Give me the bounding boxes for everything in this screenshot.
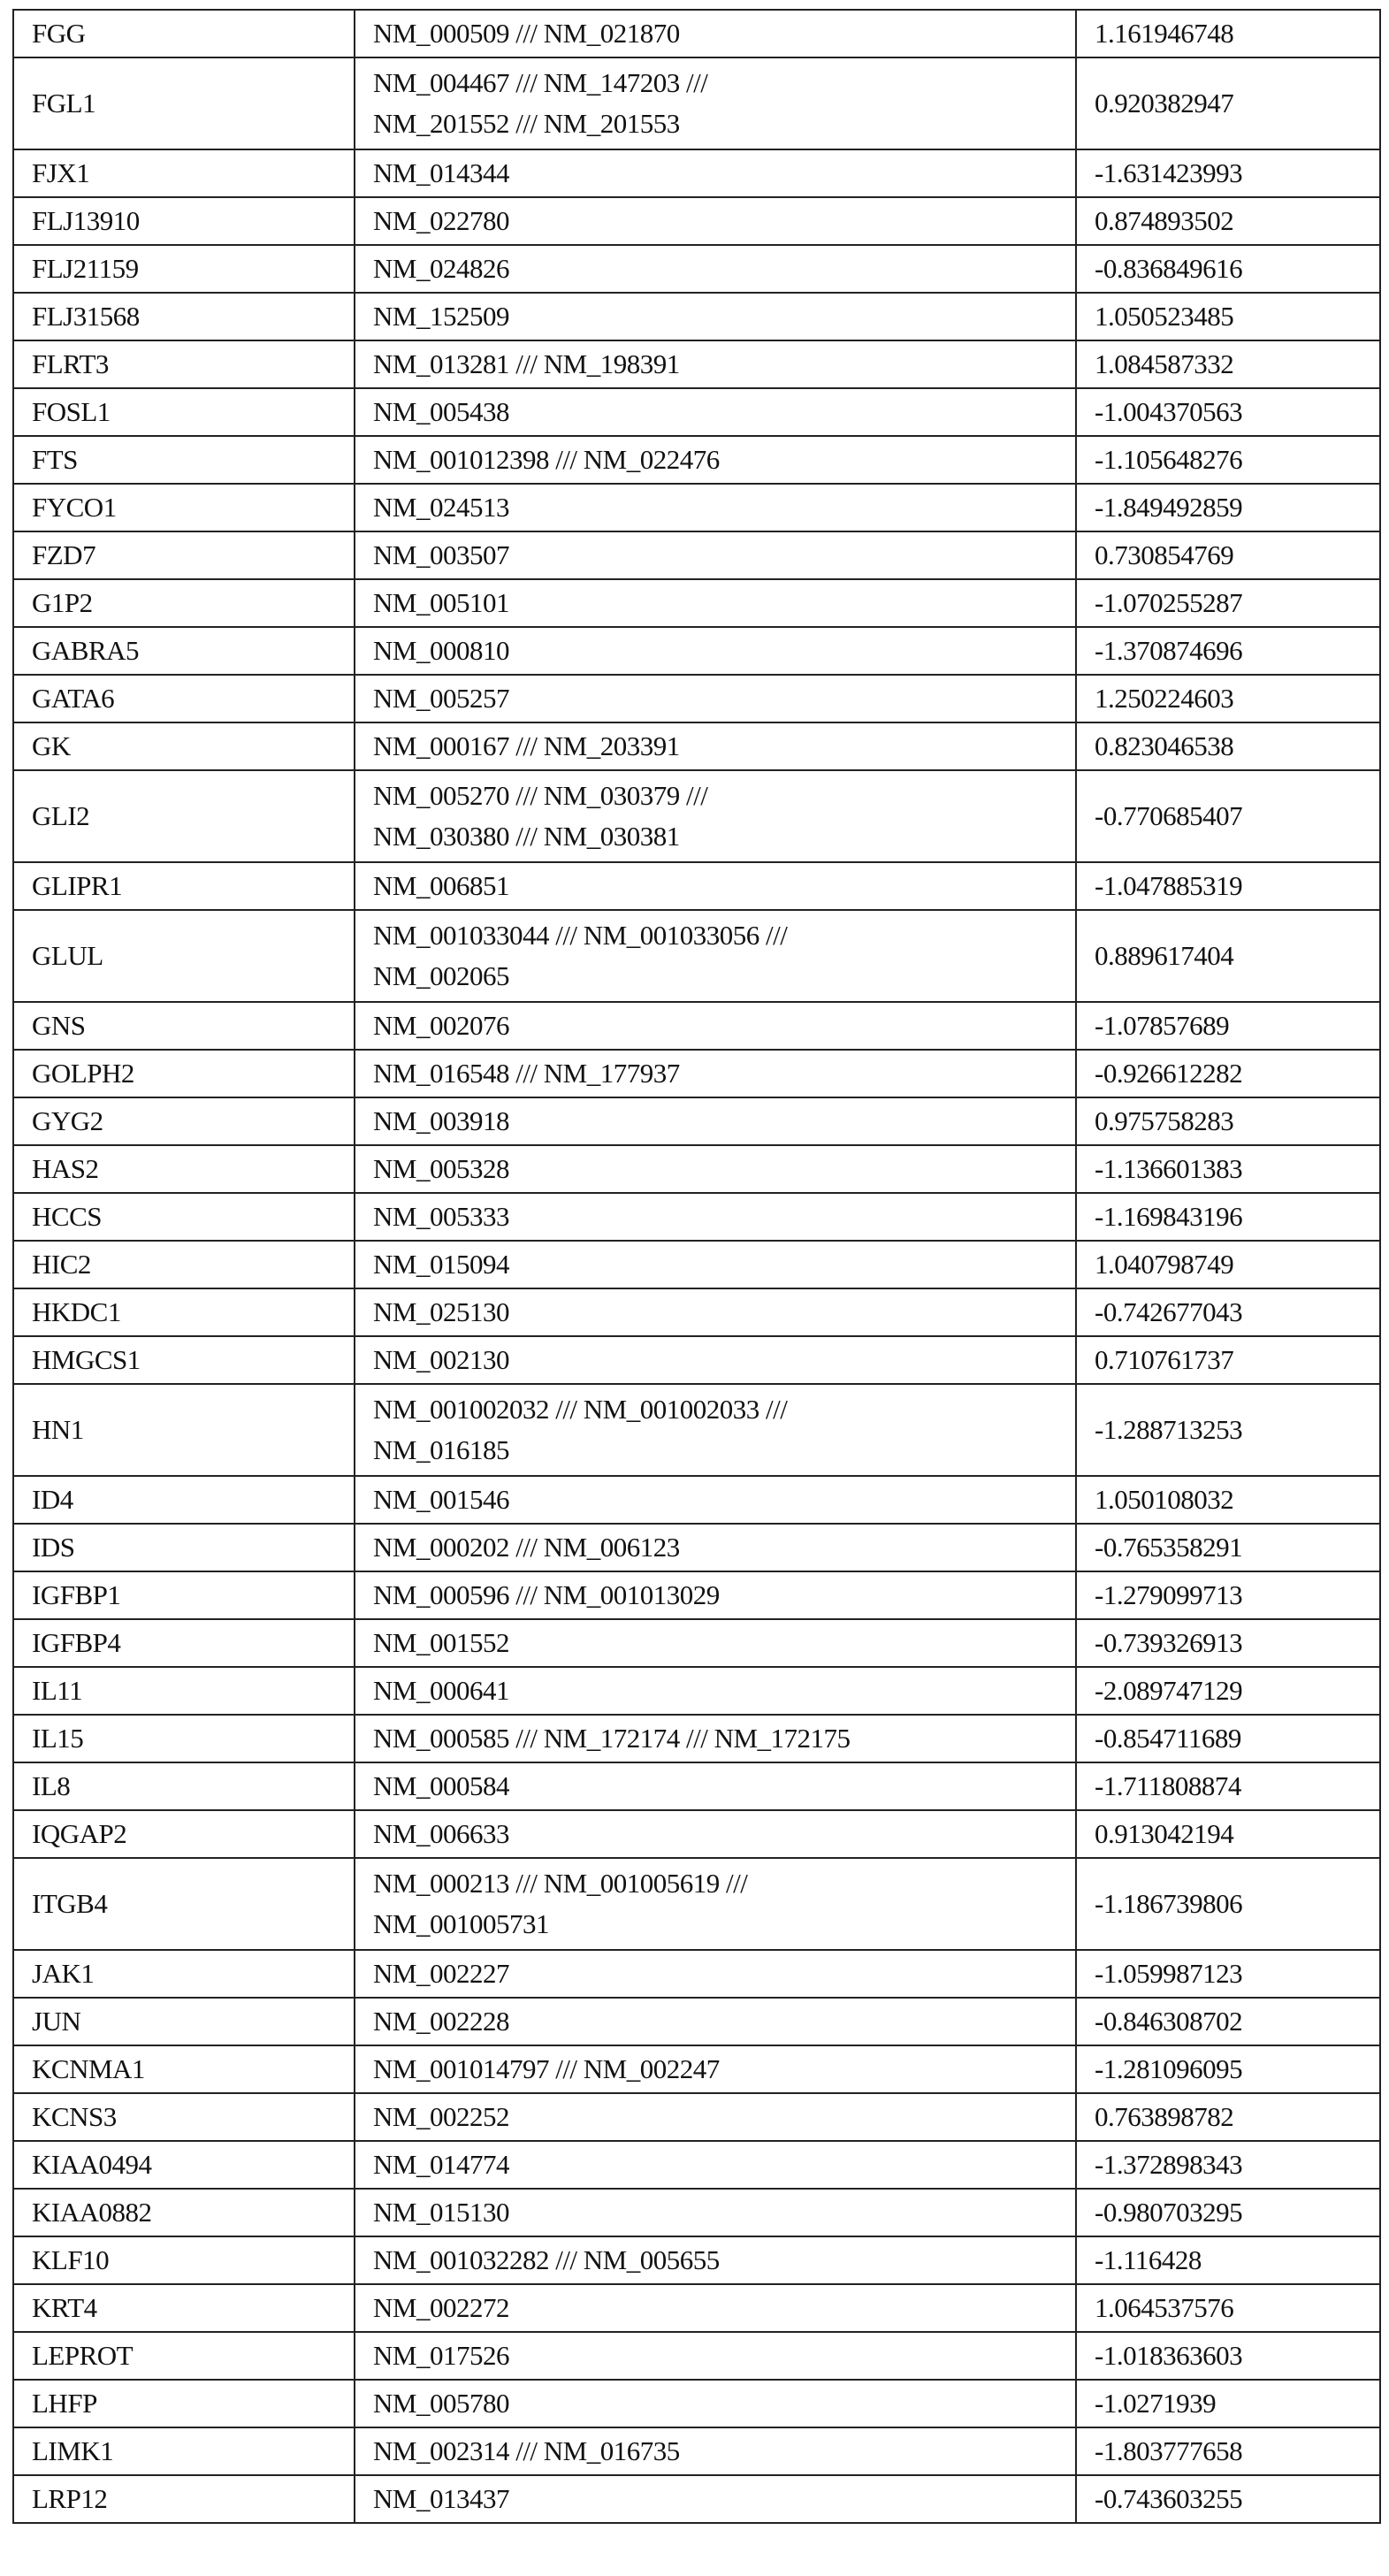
table-body (13, 10, 1380, 2523)
accession-cell (355, 1002, 1076, 1050)
table-row (13, 1050, 1380, 1097)
gene-symbol-cell: IGFBP1 (13, 1571, 355, 1619)
accession-cell (355, 293, 1076, 340)
fold-change-cell: 0.823046538 (1076, 722, 1380, 770)
table-row (13, 675, 1380, 722)
gene-symbol-cell: GABRA5 (13, 627, 355, 675)
fold-change-cell: -1.372898343 (1076, 2141, 1380, 2189)
table-row (13, 1193, 1380, 1241)
accession-line: NM_002228 (373, 2001, 1057, 2042)
table-row (13, 388, 1380, 436)
table-row (13, 2380, 1380, 2427)
fold-change-cell: -1.711808874 (1076, 1762, 1380, 1810)
accession-cell (355, 1715, 1076, 1762)
fold-change-cell: -1.07857689 (1076, 1002, 1380, 1050)
accession-line: NM_022780 (373, 201, 1057, 241)
table-row (13, 2332, 1380, 2380)
table-row (13, 1097, 1380, 1145)
table-row (13, 862, 1380, 910)
table-row (13, 245, 1380, 293)
gene-symbol-cell: HMGCS1 (13, 1336, 355, 1384)
fold-change-cell: 1.050108032 (1076, 1476, 1380, 1524)
fold-change-cell: -1.279099713 (1076, 1571, 1380, 1619)
accession-cell (355, 2189, 1076, 2236)
table-row (13, 2189, 1380, 2236)
accession-line: NM_000584 (373, 1766, 1057, 1807)
table-row (13, 2475, 1380, 2523)
gene-symbol-cell: FLJ31568 (13, 293, 355, 340)
table-row (13, 340, 1380, 388)
fold-change-cell: -1.070255287 (1076, 579, 1380, 627)
gene-symbol-cell: ID4 (13, 1476, 355, 1524)
accession-line: NM_001012398 /// NM_022476 (373, 440, 1057, 480)
fold-change-cell: 0.763898782 (1076, 2093, 1380, 2141)
accession-line: NM_001552 (373, 1623, 1057, 1663)
accession-line: NM_006633 (373, 1814, 1057, 1854)
gene-symbol-cell: FZD7 (13, 531, 355, 579)
table-row (13, 57, 1380, 149)
gene-symbol-cell: GYG2 (13, 1097, 355, 1145)
accession-line: NM_030380 /// NM_030381 (373, 816, 1057, 857)
accession-line: NM_000810 (373, 631, 1057, 671)
accession-cell (355, 484, 1076, 531)
accession-line: NM_003918 (373, 1101, 1057, 1142)
fold-change-cell: -0.765358291 (1076, 1524, 1380, 1571)
accession-line: NM_002252 (373, 2097, 1057, 2137)
accession-cell (355, 1193, 1076, 1241)
gene-symbol-cell: GLI2 (13, 770, 355, 862)
table-row (13, 2284, 1380, 2332)
accession-cell (355, 57, 1076, 149)
gene-symbol-cell: KLF10 (13, 2236, 355, 2284)
table-row (13, 1715, 1380, 1762)
gene-expression-table (12, 9, 1381, 2524)
gene-symbol-cell: FYCO1 (13, 484, 355, 531)
fold-change-cell: -1.370874696 (1076, 627, 1380, 675)
table-row (13, 1002, 1380, 1050)
table-row (13, 1858, 1380, 1950)
accession-cell (355, 531, 1076, 579)
gene-symbol-cell: GK (13, 722, 355, 770)
fold-change-cell: -1.288713253 (1076, 1384, 1380, 1476)
table-row (13, 627, 1380, 675)
table-row (13, 484, 1380, 531)
accession-cell (355, 2284, 1076, 2332)
gene-symbol-cell: FJX1 (13, 149, 355, 197)
gene-symbol-cell: GNS (13, 1002, 355, 1050)
accession-line: NM_000213 /// NM_001005619 /// (373, 1863, 1057, 1904)
table-row (13, 1619, 1380, 1667)
accession-cell (355, 2093, 1076, 2141)
fold-change-cell: 1.084587332 (1076, 340, 1380, 388)
accession-cell (355, 10, 1076, 57)
table-row (13, 1667, 1380, 1715)
gene-symbol-cell: GLUL (13, 910, 355, 1002)
table-row (13, 10, 1380, 57)
table-row (13, 1950, 1380, 1998)
table-row (13, 531, 1380, 579)
fold-change-cell: 0.874893502 (1076, 197, 1380, 245)
fold-change-cell: 1.050523485 (1076, 293, 1380, 340)
accession-line: NM_014774 (373, 2144, 1057, 2185)
table-row (13, 2236, 1380, 2284)
table-row (13, 2141, 1380, 2189)
gene-symbol-cell: LEPROT (13, 2332, 355, 2380)
fold-change-cell: -1.105648276 (1076, 436, 1380, 484)
accession-cell (355, 149, 1076, 197)
fold-change-cell: -1.018363603 (1076, 2332, 1380, 2380)
accession-cell (355, 770, 1076, 862)
accession-line: NM_005270 /// NM_030379 /// (373, 776, 1057, 816)
accession-line: NM_016185 (373, 1430, 1057, 1471)
accession-line: NM_002314 /// NM_016735 (373, 2431, 1057, 2472)
fold-change-cell: -0.770685407 (1076, 770, 1380, 862)
gene-symbol-cell: FOSL1 (13, 388, 355, 436)
gene-symbol-cell: FLRT3 (13, 340, 355, 388)
accession-line: NM_024826 (373, 248, 1057, 289)
table-row (13, 910, 1380, 1002)
accession-cell (355, 197, 1076, 245)
fold-change-cell: -0.926612282 (1076, 1050, 1380, 1097)
fold-change-cell: 1.161946748 (1076, 10, 1380, 57)
accession-cell (355, 579, 1076, 627)
gene-symbol-cell: KIAA0494 (13, 2141, 355, 2189)
accession-line: NM_000202 /// NM_006123 (373, 1527, 1057, 1568)
accession-line: NM_004467 /// NM_147203 /// (373, 63, 1057, 103)
accession-line: NM_024513 (373, 487, 1057, 528)
table-row (13, 1476, 1380, 1524)
gene-symbol-cell: LIMK1 (13, 2427, 355, 2475)
accession-line: NM_001032282 /// NM_005655 (373, 2240, 1057, 2281)
accession-line: NM_005257 (373, 678, 1057, 719)
fold-change-cell: 1.040798749 (1076, 1241, 1380, 1288)
accession-line: NM_014344 (373, 153, 1057, 194)
accession-line: NM_005328 (373, 1149, 1057, 1189)
fold-change-cell: -1.803777658 (1076, 2427, 1380, 2475)
gene-symbol-cell: FGG (13, 10, 355, 57)
gene-symbol-cell: GLIPR1 (13, 862, 355, 910)
accession-cell (355, 2045, 1076, 2093)
gene-symbol-cell: KCNS3 (13, 2093, 355, 2141)
gene-symbol-cell: GOLPH2 (13, 1050, 355, 1097)
accession-line: NM_001005731 (373, 1904, 1057, 1945)
accession-line: NM_003507 (373, 535, 1057, 576)
accession-cell (355, 1288, 1076, 1336)
accession-line: NM_000167 /// NM_203391 (373, 726, 1057, 767)
gene-symbol-cell: FLJ21159 (13, 245, 355, 293)
gene-symbol-cell: IDS (13, 1524, 355, 1571)
gene-symbol-cell: IQGAP2 (13, 1810, 355, 1858)
accession-cell (355, 2427, 1076, 2475)
gene-symbol-cell: ITGB4 (13, 1858, 355, 1950)
table-row (13, 293, 1380, 340)
accession-line: NM_013281 /// NM_198391 (373, 344, 1057, 385)
accession-cell (355, 1950, 1076, 1998)
accession-cell (355, 245, 1076, 293)
fold-change-cell: -1.631423993 (1076, 149, 1380, 197)
gene-symbol-cell: HKDC1 (13, 1288, 355, 1336)
gene-symbol-cell: LRP12 (13, 2475, 355, 2523)
gene-symbol-cell: LHFP (13, 2380, 355, 2427)
accession-cell (355, 627, 1076, 675)
accession-cell (355, 1145, 1076, 1193)
fold-change-cell: -1.059987123 (1076, 1950, 1380, 1998)
accession-cell (355, 1050, 1076, 1097)
fold-change-cell: -1.047885319 (1076, 862, 1380, 910)
fold-change-cell: -1.136601383 (1076, 1145, 1380, 1193)
accession-cell (355, 910, 1076, 1002)
table-row (13, 197, 1380, 245)
fold-change-cell: -1.116428 (1076, 2236, 1380, 2284)
accession-line: NM_000509 /// NM_021870 (373, 13, 1057, 54)
accession-line: NM_002272 (373, 2288, 1057, 2328)
accession-line: NM_005780 (373, 2383, 1057, 2424)
accession-line: NM_005333 (373, 1196, 1057, 1237)
accession-line: NM_001546 (373, 1479, 1057, 1520)
accession-cell (355, 675, 1076, 722)
accession-cell (355, 1667, 1076, 1715)
table-row (13, 149, 1380, 197)
accession-line: NM_005101 (373, 583, 1057, 623)
accession-cell (355, 1762, 1076, 1810)
accession-line: NM_001014797 /// NM_002247 (373, 2049, 1057, 2090)
fold-change-cell: 1.064537576 (1076, 2284, 1380, 2332)
fold-change-cell: 0.889617404 (1076, 910, 1380, 1002)
table-row (13, 2427, 1380, 2475)
accession-cell (355, 1858, 1076, 1950)
accession-line: NM_005438 (373, 392, 1057, 432)
gene-symbol-cell: HN1 (13, 1384, 355, 1476)
accession-line: NM_006851 (373, 866, 1057, 906)
table-row (13, 436, 1380, 484)
accession-line: NM_017526 (373, 2335, 1057, 2376)
table-row (13, 1810, 1380, 1858)
fold-change-cell: -1.169843196 (1076, 1193, 1380, 1241)
table-row (13, 1241, 1380, 1288)
table-row (13, 1524, 1380, 1571)
accession-cell (355, 722, 1076, 770)
accession-line: NM_000596 /// NM_001013029 (373, 1575, 1057, 1616)
fold-change-cell: 0.913042194 (1076, 1810, 1380, 1858)
gene-symbol-cell: IGFBP4 (13, 1619, 355, 1667)
table-row (13, 770, 1380, 862)
fold-change-cell: -1.849492859 (1076, 484, 1380, 531)
accession-line: NM_025130 (373, 1292, 1057, 1333)
table-row (13, 1336, 1380, 1384)
fold-change-cell: 0.710761737 (1076, 1336, 1380, 1384)
accession-cell (355, 1241, 1076, 1288)
table-row (13, 2093, 1380, 2141)
accession-cell (355, 2141, 1076, 2189)
fold-change-cell: -0.980703295 (1076, 2189, 1380, 2236)
gene-symbol-cell: IL15 (13, 1715, 355, 1762)
table-row (13, 579, 1380, 627)
accession-line: NM_000641 (373, 1670, 1057, 1711)
table-row (13, 1145, 1380, 1193)
fold-change-cell: -1.186739806 (1076, 1858, 1380, 1950)
fold-change-cell: -0.846308702 (1076, 1998, 1380, 2045)
accession-cell (355, 2332, 1076, 2380)
table-row (13, 2045, 1380, 2093)
gene-symbol-cell: JUN (13, 1998, 355, 2045)
fold-change-cell: -0.739326913 (1076, 1619, 1380, 1667)
accession-cell (355, 1384, 1076, 1476)
table-row (13, 1384, 1380, 1476)
gene-symbol-cell: G1P2 (13, 579, 355, 627)
accession-cell (355, 1998, 1076, 2045)
accession-cell (355, 388, 1076, 436)
gene-symbol-cell: FGL1 (13, 57, 355, 149)
fold-change-cell: -0.743603255 (1076, 2475, 1380, 2523)
table-row (13, 722, 1380, 770)
accession-cell (355, 1476, 1076, 1524)
accession-cell (355, 1571, 1076, 1619)
accession-line: NM_015094 (373, 1244, 1057, 1285)
fold-change-cell: 1.250224603 (1076, 675, 1380, 722)
accession-cell (355, 1524, 1076, 1571)
fold-change-cell: -2.089747129 (1076, 1667, 1380, 1715)
gene-symbol-cell: HIC2 (13, 1241, 355, 1288)
gene-symbol-cell: HAS2 (13, 1145, 355, 1193)
accession-line: NM_001033044 /// NM_001033056 /// (373, 915, 1057, 956)
accession-line: NM_016548 /// NM_177937 (373, 1053, 1057, 1094)
accession-line: NM_000585 /// NM_172174 /// NM_172175 (373, 1718, 1057, 1759)
gene-symbol-cell: GATA6 (13, 675, 355, 722)
fold-change-cell: -0.836849616 (1076, 245, 1380, 293)
accession-cell (355, 2380, 1076, 2427)
fold-change-cell: -1.004370563 (1076, 388, 1380, 436)
table-row (13, 1288, 1380, 1336)
accession-line: NM_002076 (373, 1005, 1057, 1046)
gene-symbol-cell: FLJ13910 (13, 197, 355, 245)
fold-change-cell: -0.742677043 (1076, 1288, 1380, 1336)
table-row (13, 1762, 1380, 1810)
accession-line: NM_002227 (373, 1953, 1057, 1994)
accession-line: NM_152509 (373, 296, 1057, 337)
fold-change-cell: -1.281096095 (1076, 2045, 1380, 2093)
gene-symbol-cell: KRT4 (13, 2284, 355, 2332)
fold-change-cell: 0.920382947 (1076, 57, 1380, 149)
gene-symbol-cell: FTS (13, 436, 355, 484)
accession-cell (355, 1619, 1076, 1667)
fold-change-cell: -1.0271939 (1076, 2380, 1380, 2427)
accession-cell (355, 2475, 1076, 2523)
gene-symbol-cell: HCCS (13, 1193, 355, 1241)
fold-change-cell: -0.854711689 (1076, 1715, 1380, 1762)
accession-cell (355, 436, 1076, 484)
accession-cell (355, 2236, 1076, 2284)
accession-line: NM_015130 (373, 2192, 1057, 2233)
accession-cell (355, 862, 1076, 910)
gene-symbol-cell: IL11 (13, 1667, 355, 1715)
accession-cell (355, 1097, 1076, 1145)
gene-symbol-cell: KCNMA1 (13, 2045, 355, 2093)
table-row (13, 1571, 1380, 1619)
gene-symbol-cell: JAK1 (13, 1950, 355, 1998)
table-row (13, 1998, 1380, 2045)
accession-cell (355, 340, 1076, 388)
gene-symbol-cell: IL8 (13, 1762, 355, 1810)
fold-change-cell: 0.975758283 (1076, 1097, 1380, 1145)
accession-cell (355, 1336, 1076, 1384)
accession-line: NM_201552 /// NM_201553 (373, 103, 1057, 144)
fold-change-cell: 0.730854769 (1076, 531, 1380, 579)
gene-symbol-cell: KIAA0882 (13, 2189, 355, 2236)
accession-cell (355, 1810, 1076, 1858)
accession-line: NM_001002032 /// NM_001002033 /// (373, 1389, 1057, 1430)
accession-line: NM_002130 (373, 1340, 1057, 1380)
accession-line: NM_013437 (373, 2479, 1057, 2519)
accession-line: NM_002065 (373, 956, 1057, 997)
